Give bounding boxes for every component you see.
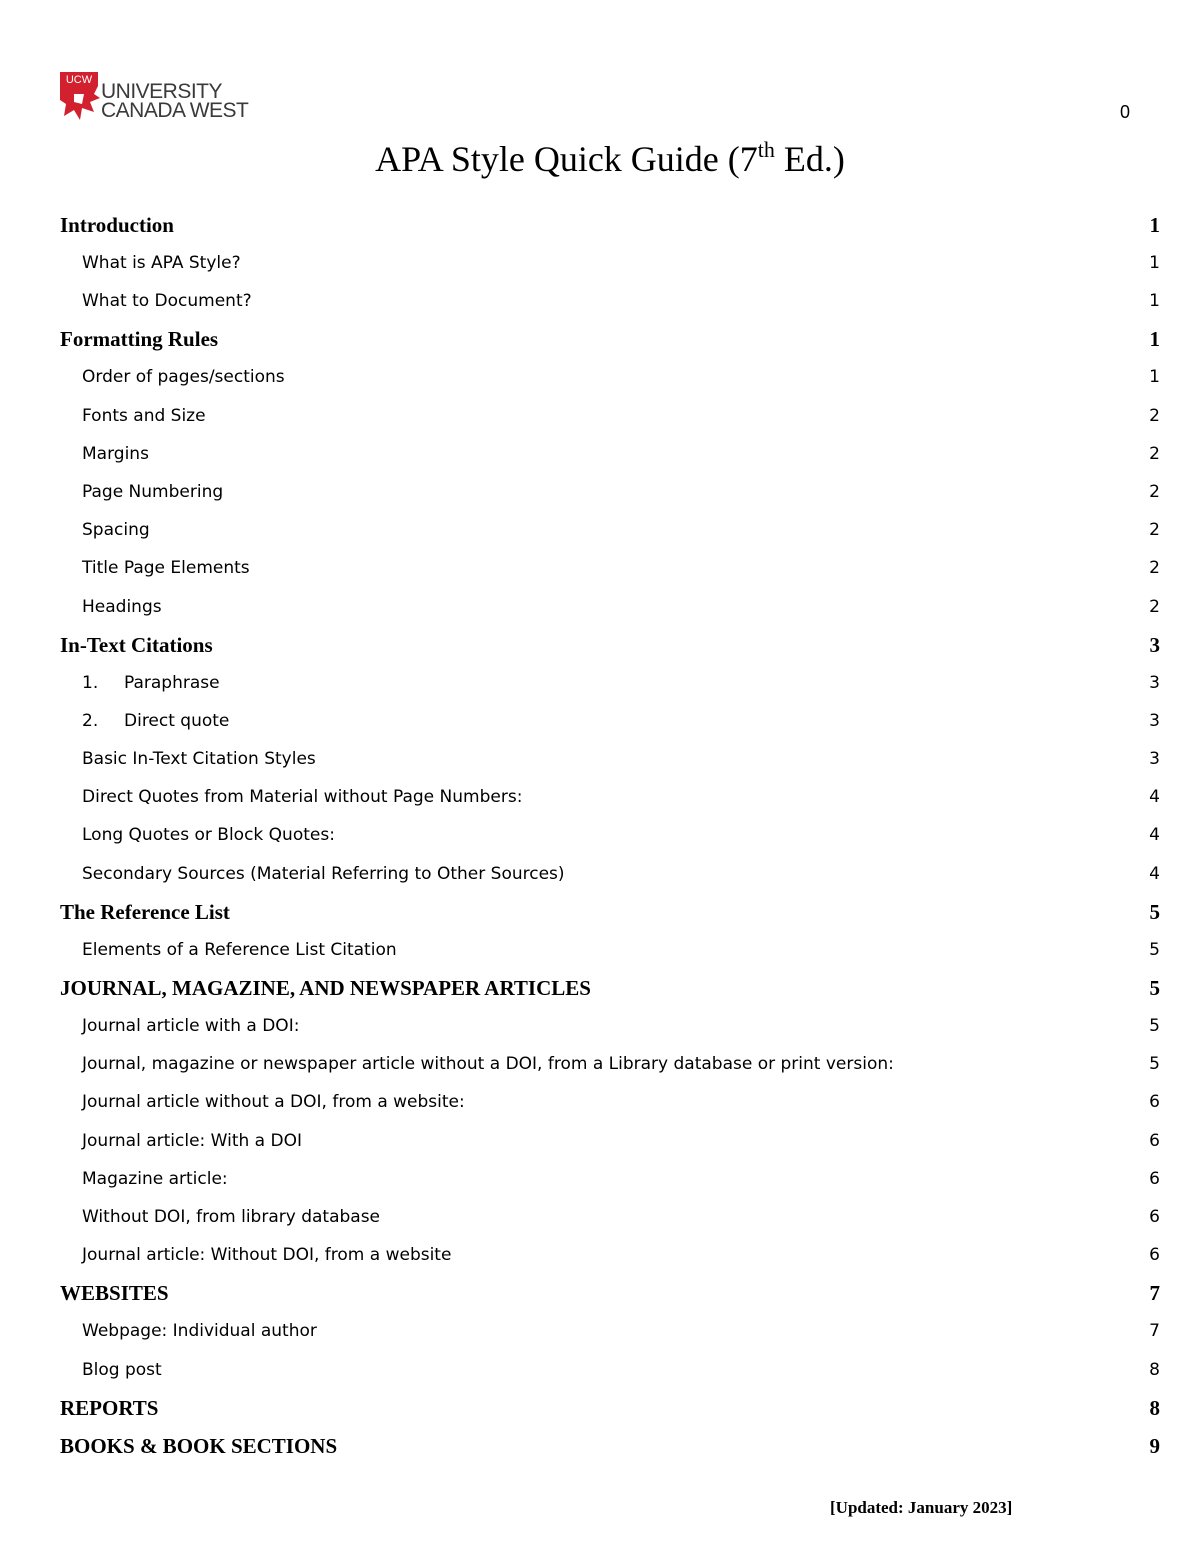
toc-subheading-row[interactable] bbox=[60, 1236, 1160, 1274]
toc-entry-label: Title Page Elements bbox=[82, 558, 250, 579]
toc-entry-label: Introduction bbox=[60, 213, 174, 237]
toc-entry-label: Journal article: With a DOI bbox=[82, 1130, 302, 1151]
toc-subheading-row[interactable] bbox=[60, 664, 1160, 702]
toc-entry-label: Elements of a Reference List Citation bbox=[82, 939, 397, 960]
toc-entry-page: 1 bbox=[1149, 213, 1160, 237]
toc-subheading-row[interactable] bbox=[60, 816, 1160, 854]
toc-entry-title bbox=[82, 397, 206, 435]
logo-badge-text: UCW bbox=[65, 74, 93, 86]
toc-entry-label: Spacing bbox=[82, 520, 150, 541]
toc-heading-row[interactable] bbox=[60, 969, 1160, 1007]
toc-subheading-row[interactable] bbox=[60, 778, 1160, 816]
logo-line-1: UNIVERSITY bbox=[101, 80, 223, 103]
toc-entry-title bbox=[60, 893, 230, 931]
toc-entry-title bbox=[82, 1045, 894, 1083]
toc-entry-label: Webpage: Individual author bbox=[82, 1321, 317, 1342]
toc-entry-label: Magazine article: bbox=[82, 1168, 228, 1189]
toc-entry-title bbox=[60, 969, 591, 1007]
toc-entry-page: 8 bbox=[1149, 1395, 1160, 1420]
toc-subheading-row[interactable] bbox=[60, 1198, 1160, 1236]
toc-entry-page: 3 bbox=[1149, 710, 1160, 731]
toc-entry-label: BOOKS & BOOK SECTIONS bbox=[60, 1433, 338, 1458]
toc-entry-title bbox=[82, 1083, 465, 1121]
updated-note: [Updated: January 2023] bbox=[830, 1498, 1013, 1517]
toc-entry-title bbox=[82, 473, 223, 511]
title-main: APA Style Quick Guide (7 bbox=[375, 139, 758, 179]
toc-entry-page: 9 bbox=[1149, 1433, 1160, 1458]
toc-heading-row[interactable] bbox=[60, 1427, 1160, 1465]
toc-subheading-row[interactable] bbox=[60, 1122, 1160, 1160]
toc-entry-title bbox=[82, 244, 241, 282]
toc-entry-label: Direct Quotes from Material without Page Numbers: bbox=[82, 787, 523, 808]
title-superscript: th bbox=[757, 137, 775, 162]
table-of-contents bbox=[60, 206, 1160, 1465]
toc-entry-label: What is APA Style? bbox=[82, 253, 241, 273]
toc-entry-title bbox=[82, 1007, 299, 1045]
toc-entry-page: 5 bbox=[1149, 899, 1160, 924]
toc-entry-label: Journal article: Without DOI, from a website bbox=[82, 1245, 452, 1266]
toc-subheading-row[interactable] bbox=[60, 511, 1160, 549]
toc-entry-label: What to Document? bbox=[82, 291, 252, 312]
toc-heading-row[interactable] bbox=[60, 1389, 1160, 1427]
toc-heading-row[interactable] bbox=[60, 893, 1160, 931]
toc-entry-label: Direct quote bbox=[124, 710, 230, 731]
toc-entry-label: Without DOI, from library database bbox=[82, 1206, 381, 1227]
toc-entry-label: Formatting Rules bbox=[60, 327, 219, 352]
toc-heading-row[interactable] bbox=[60, 206, 1160, 244]
toc-subheading-row[interactable] bbox=[60, 740, 1160, 778]
toc-entry-page: 5 bbox=[1149, 1016, 1160, 1036]
toc-entry-title bbox=[60, 206, 174, 244]
toc-subheading-row[interactable] bbox=[60, 702, 1160, 740]
toc-entry-page: 5 bbox=[1149, 976, 1160, 1000]
toc-subheading-row[interactable] bbox=[60, 435, 1160, 473]
toc-entry-label: Margins bbox=[82, 443, 149, 464]
page-number: 0 bbox=[1119, 102, 1130, 122]
logo-line-2: CANADA WEST bbox=[101, 99, 249, 122]
toc-entry-label: REPORTS bbox=[60, 1395, 159, 1420]
toc-subheading-row[interactable] bbox=[60, 397, 1160, 435]
toc-entry-page: 4 bbox=[1149, 863, 1160, 884]
toc-entry-label: Journal article without a DOI, from a website: bbox=[82, 1092, 465, 1113]
toc-entry-label: Order of pages/sections bbox=[82, 367, 285, 388]
toc-entry-title bbox=[82, 1351, 162, 1389]
toc-entry-page: 3 bbox=[1149, 749, 1160, 770]
toc-entry-page: 1 bbox=[1149, 327, 1160, 352]
toc-entry-page: 2 bbox=[1149, 405, 1160, 426]
toc-entry-page: 2 bbox=[1149, 558, 1160, 579]
toc-entry-label: Basic In-Text Citation Styles bbox=[82, 749, 316, 770]
toc-entry-page: 1 bbox=[1149, 253, 1160, 273]
toc-entry-title bbox=[60, 1274, 169, 1312]
toc-entry-title bbox=[82, 855, 565, 893]
toc-entry-label: Journal, magazine or newspaper article without a DOI, from a Library database or print version: bbox=[82, 1054, 894, 1075]
toc-entry-title bbox=[82, 588, 162, 626]
toc-subheading-row[interactable] bbox=[60, 1312, 1160, 1350]
toc-entry-title bbox=[82, 1236, 451, 1274]
toc-entry-label: JOURNAL, MAGAZINE, AND NEWSPAPER ARTICLES bbox=[60, 976, 591, 1000]
toc-entry-label: The Reference List bbox=[60, 899, 230, 924]
toc-entry-page: 3 bbox=[1149, 632, 1160, 657]
toc-entry-title bbox=[60, 1427, 337, 1465]
toc-entry-label: Paraphrase bbox=[124, 672, 220, 693]
toc-entry-page: 7 bbox=[1149, 1321, 1160, 1342]
toc-entry-label: Fonts and Size bbox=[82, 405, 206, 426]
toc-subheading-row[interactable] bbox=[60, 1083, 1160, 1121]
toc-subheading-row[interactable] bbox=[60, 473, 1160, 511]
toc-subheading-row[interactable] bbox=[60, 1351, 1160, 1389]
toc-entry-page: 6 bbox=[1149, 1245, 1160, 1266]
toc-entry-label: Journal article with a DOI: bbox=[82, 1016, 300, 1036]
university-name bbox=[101, 82, 248, 120]
toc-entry-title bbox=[82, 1122, 302, 1160]
toc-entry-page: 3 bbox=[1149, 672, 1160, 693]
toc-entry-title bbox=[82, 816, 335, 854]
toc-subheading-row[interactable] bbox=[60, 1160, 1160, 1198]
toc-entry-title bbox=[82, 511, 150, 549]
toc-subheading-row[interactable] bbox=[60, 282, 1160, 320]
toc-entry-page: 5 bbox=[1149, 939, 1160, 960]
toc-entry-page: 6 bbox=[1149, 1168, 1160, 1189]
toc-entry-page: 1 bbox=[1149, 367, 1160, 388]
page-title bbox=[0, 138, 1200, 180]
toc-entry-title bbox=[82, 282, 252, 320]
toc-entry-label: Long Quotes or Block Quotes: bbox=[82, 825, 335, 846]
toc-entry-page: 2 bbox=[1149, 481, 1160, 502]
toc-entry-page: 6 bbox=[1149, 1206, 1160, 1227]
toc-entry-title bbox=[60, 1389, 158, 1427]
toc-subheading-row[interactable] bbox=[60, 855, 1160, 893]
toc-entry-page: 4 bbox=[1149, 787, 1160, 808]
toc-heading-row[interactable] bbox=[60, 1274, 1160, 1312]
toc-entry-page: 6 bbox=[1149, 1092, 1160, 1113]
toc-entry-number: 1. bbox=[82, 672, 99, 693]
toc-entry-page: 4 bbox=[1149, 825, 1160, 846]
toc-entry-title bbox=[82, 931, 397, 969]
toc-entry-page: 8 bbox=[1149, 1359, 1160, 1380]
toc-entry-page: 6 bbox=[1149, 1130, 1160, 1151]
toc-entry-title bbox=[60, 626, 213, 664]
toc-entry-number: 2. bbox=[82, 710, 99, 731]
toc-entry-page: 5 bbox=[1149, 1054, 1160, 1075]
toc-entry-page: 2 bbox=[1149, 520, 1160, 541]
toc-entry-title bbox=[82, 778, 522, 816]
toc-entry-label: Headings bbox=[82, 596, 162, 617]
toc-subheading-row[interactable] bbox=[60, 1007, 1160, 1045]
toc-entry-title bbox=[82, 740, 316, 778]
toc-subheading-row[interactable] bbox=[60, 588, 1160, 626]
toc-entry-page: 2 bbox=[1149, 596, 1160, 617]
toc-entry-title bbox=[60, 320, 218, 358]
toc-subheading-row[interactable] bbox=[60, 244, 1160, 282]
toc-entry-title bbox=[82, 358, 285, 396]
toc-entry-title bbox=[82, 1198, 380, 1236]
toc-heading-row[interactable] bbox=[60, 626, 1160, 664]
toc-entry-label: In-Text Citations bbox=[60, 632, 213, 657]
university-logo bbox=[60, 72, 280, 122]
maple-leaf-logo-icon bbox=[60, 72, 100, 122]
toc-heading-row[interactable] bbox=[60, 320, 1160, 358]
toc-entry-label: Secondary Sources (Material Referring to Other Sources) bbox=[82, 863, 565, 884]
toc-entry-title bbox=[82, 1160, 228, 1198]
toc-entry-page: 1 bbox=[1149, 291, 1160, 312]
toc-subheading-row[interactable] bbox=[60, 549, 1160, 587]
toc-entry-title bbox=[82, 435, 149, 473]
toc-entry-label: WEBSITES bbox=[60, 1281, 169, 1306]
title-end: Ed.) bbox=[774, 139, 845, 179]
toc-entry-page: 7 bbox=[1149, 1281, 1160, 1306]
toc-entry-page: 2 bbox=[1149, 443, 1160, 464]
toc-subheading-row[interactable] bbox=[60, 931, 1160, 969]
toc-subheading-row[interactable] bbox=[60, 358, 1160, 396]
toc-entry-label: Blog post bbox=[82, 1359, 162, 1380]
toc-entry-title bbox=[82, 664, 220, 702]
toc-entry-title bbox=[82, 1312, 317, 1350]
toc-subheading-row[interactable] bbox=[60, 1045, 1160, 1083]
toc-entry-title bbox=[82, 702, 229, 740]
toc-entry-label: Page Numbering bbox=[82, 481, 224, 502]
toc-entry-title bbox=[82, 549, 250, 587]
